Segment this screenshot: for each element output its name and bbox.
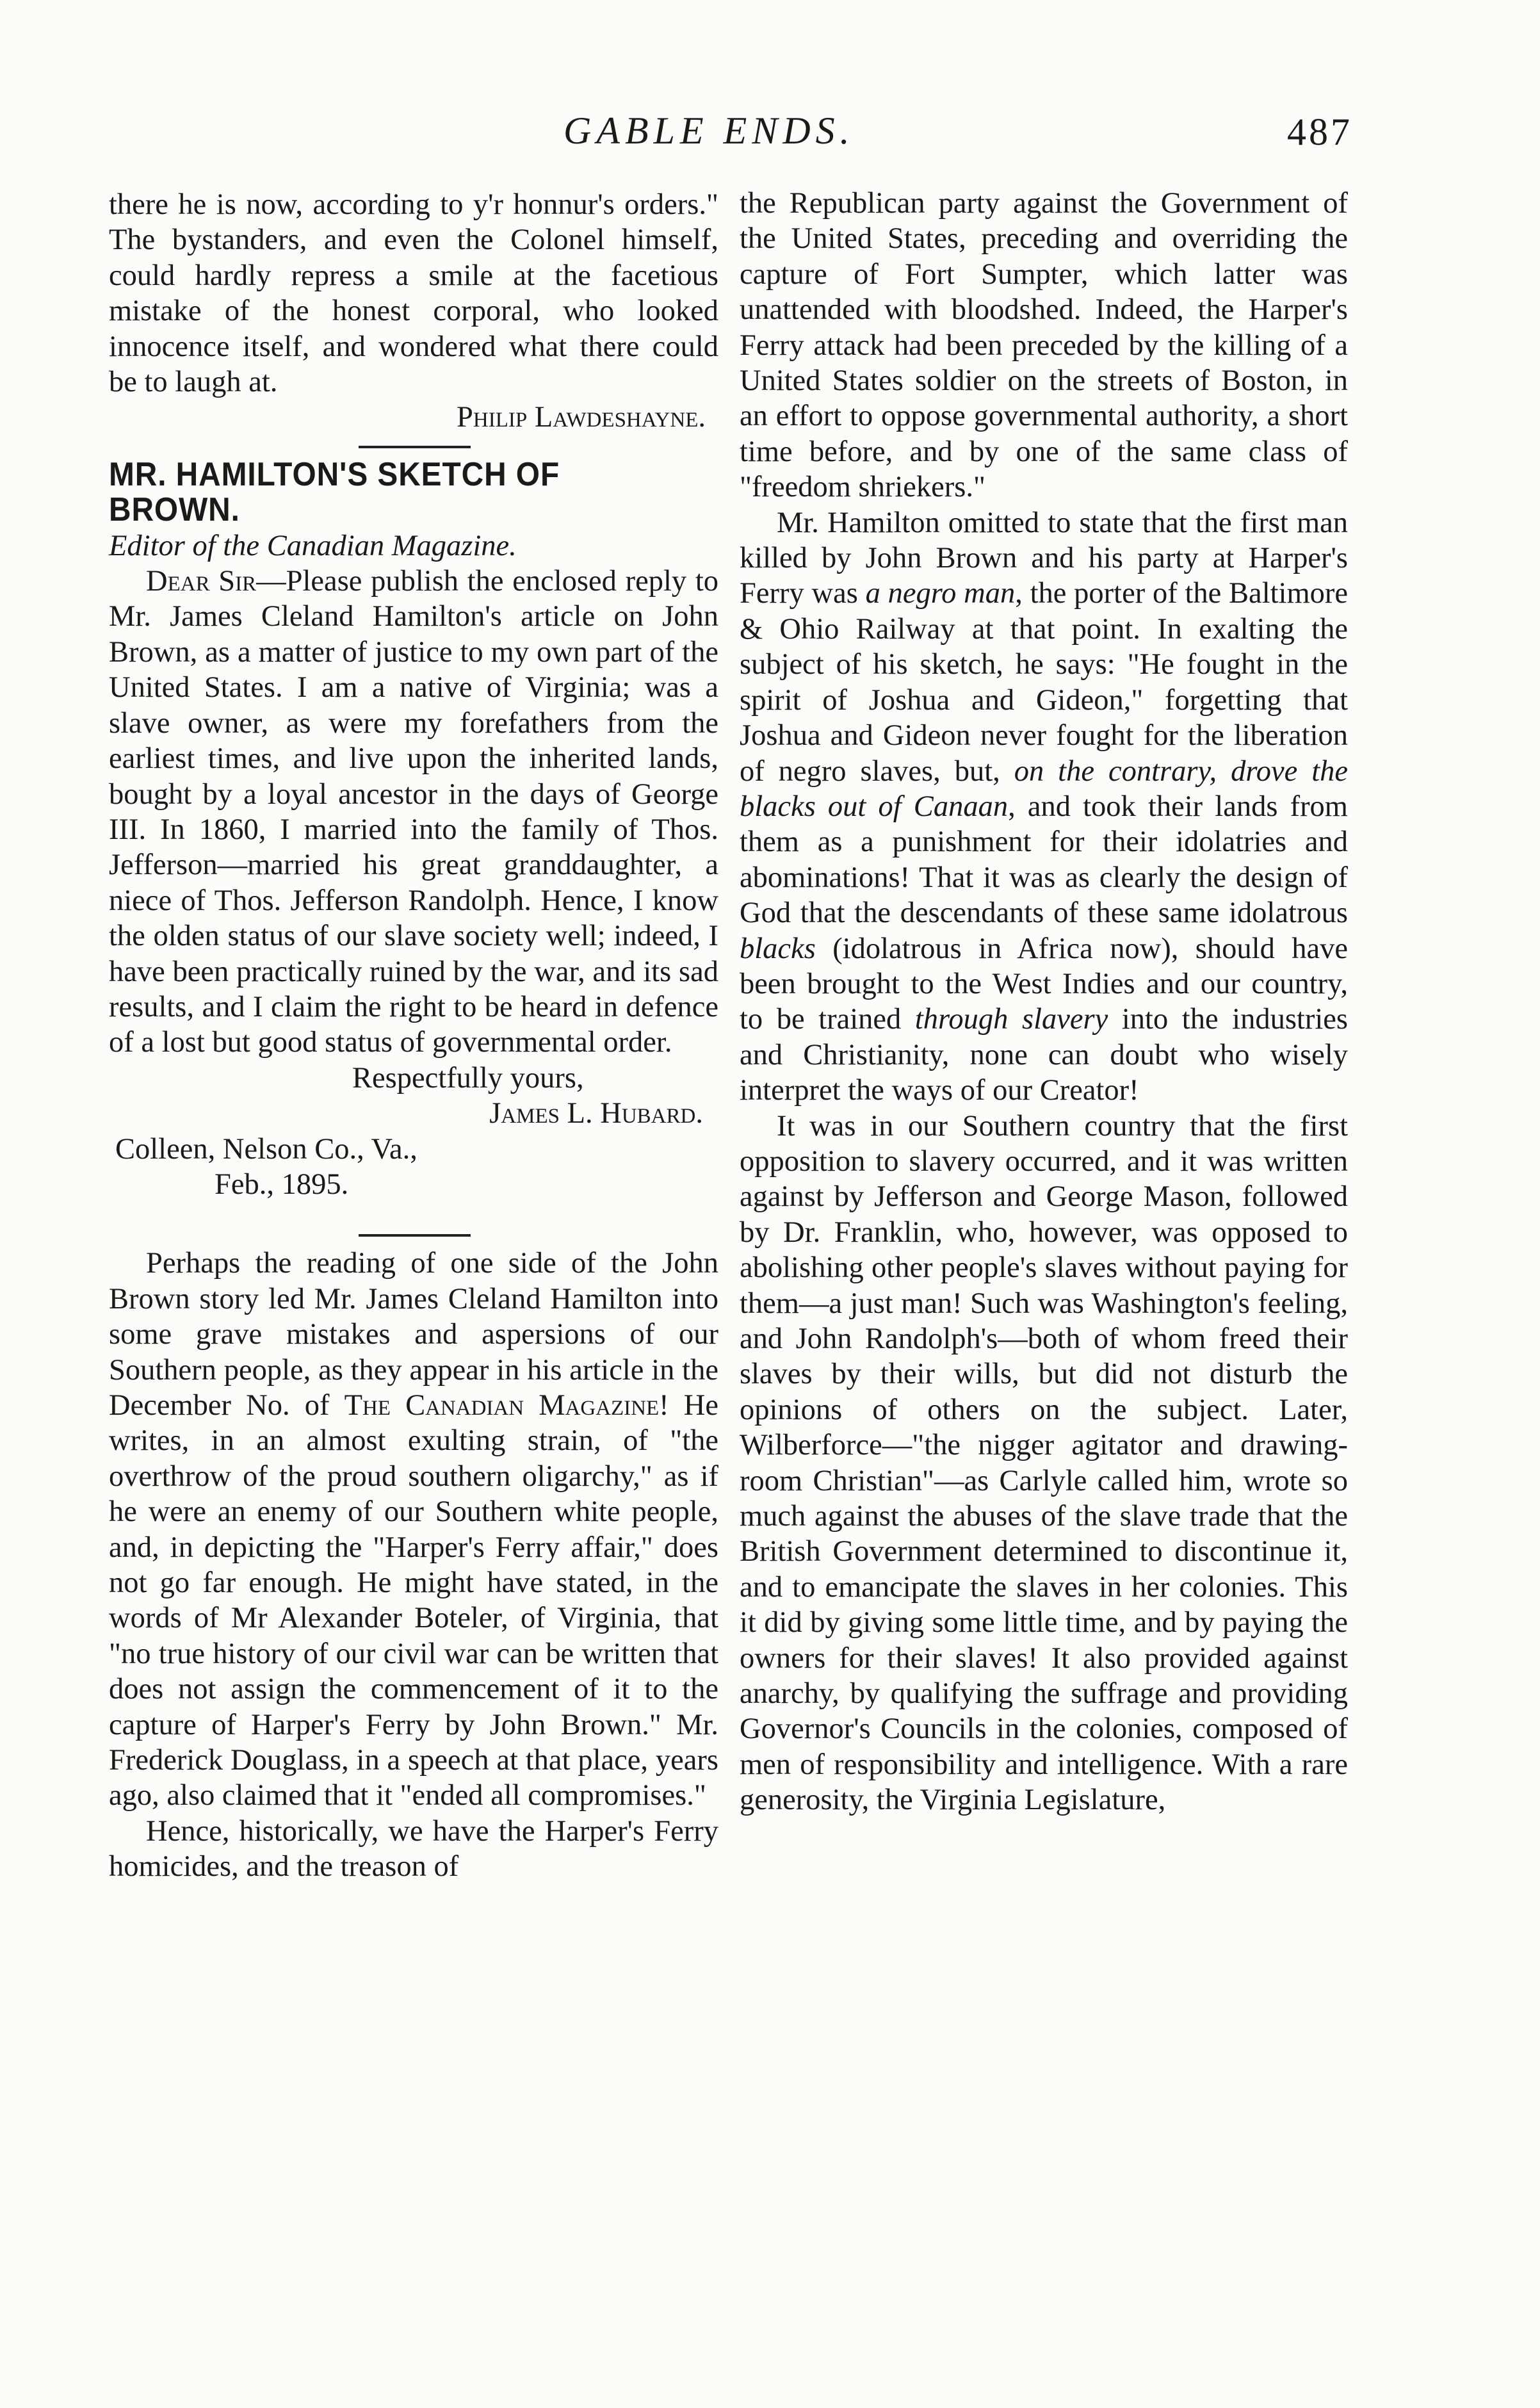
author-signature: Philip Lawdeshayne. <box>457 401 706 434</box>
paragraph-text: into the industries and Christianity, none can doubt who wisely interpret the ways of our Creator! <box>740 1003 1348 1107</box>
dateline-date: Feb., 1895. <box>215 1167 349 1201</box>
paragraph <box>740 505 1348 1109</box>
dateline-place: Colleen, Nelson Co., Va., <box>115 1132 417 1166</box>
emphasis: on the contrary, drove the blacks out of Canaan <box>740 754 1349 823</box>
emphasis: a negro man <box>865 577 1016 610</box>
paragraph: there he is now, according to y'r honnur's orders." The bystanders, and even the Colonel himself, could hardly repress a smile at the facetious mistake of the honest corporal, who looked innocence itself, and wondered what there could be to laugh at. <box>109 188 718 399</box>
paragraph-text: Mr. Hamilton omitted to state that the first man killed by John Brown and his party at Harper's Ferry was <box>740 506 1348 610</box>
letter-closing: Respectfully yours, <box>352 1061 584 1094</box>
left-column <box>109 187 718 1885</box>
paragraph-text: (idolatrous in Africa now), should have been brought to the West Indies and our country, to be trained <box>740 932 1348 1036</box>
letter-signature: James L. Hubard. <box>489 1097 703 1130</box>
paragraph: It was in our Southern country that the first opposition to slavery occurred, and it was written against by Jefferson and George Mason, followed by Dr. Franklin, who, however, was opposed to abolishing other people's slaves without paying for them—a just man! Such was Washington's feeling, and John Randolph's—both of whom freed their slaves by their wills, but did not disturb the opinions of others on the subject. Later, Wilberforce—"the nigger agitator and drawing-room Christian"—as Carlyle called him, wrote so much against the abuses of the slave trade that the British Government determined to discontinue it, and to emancipate the slaves in her colonies. This it did by giving some little time, and by paying the owners for their slaves! It also provided against anarchy, by qualifying the suffrage and providing Governor's Councils in the colonies, composed of men of responsibility and intelligence. With a rare generosity, the Virginia Legislature, <box>740 1109 1348 1817</box>
section-divider <box>359 446 471 448</box>
emphasis: blacks <box>740 932 816 965</box>
paragraph-text: Perhaps the reading of one side of the John Brown story led Mr. James Cleland Hamilton into some grave mistakes and aspersions of our Southern people, as they appear in his article in the December No. of <box>109 1247 718 1422</box>
spacer <box>109 1202 718 1224</box>
right-column <box>740 186 1348 1818</box>
paragraph-text: , the porter of the Baltimore & Ohio Railway at that point. In exalting the subject of his sketch, he says: "He fought in the spirit of Joshua and Gideon," forgetting that Joshua and Gideon never fought for the liberation of negro slaves, but, <box>740 577 1348 788</box>
letter-paragraph <box>109 564 718 1061</box>
letter-body: —Please publish the enclosed reply to Mr. James Cleland Hamilton's article on John Brown, as a matter of justice to my own part of the United States. I am a native of Virginia; was a slave owner, as were my forefathers from the earliest times, and live upon the inherited lands, bought by a loyal ancestor in the days of George III. In 1860, I married into the family of Thos. Jefferson—married his great granddaughter, a niece of Thos. Jefferson Randolph. Hence, I know the olden status of our slave society well; indeed, I have been practically ruined by the war, and its sad results, and I claim the right to be heard in defence of a lost but good status of governmental order. <box>109 565 718 1059</box>
addressee-line: Editor of the Canadian Magazine. <box>109 529 517 562</box>
article-title: MR. HAMILTON'S SKETCH OF BROWN. <box>109 455 560 529</box>
running-title: GABLE ENDS. <box>563 110 855 152</box>
paragraph: Hence, historically, we have the Harper's Ferry homicides, and the treason of <box>109 1814 718 1883</box>
salutation: Dear Sir <box>146 565 257 598</box>
page-number: 487 <box>1287 111 1352 153</box>
paragraph-text: , and took their lands from them as a punishment for their idolatries and abominations! That it was as clearly the design of God that the descendants of these same idolatrous <box>740 790 1348 930</box>
paragraph: the Republican party against the Government of the United States, preceding and overriding the capture of Fort Sumpter, which latter was unattended with bloodshed. Indeed, the Harper's Ferry attack had been preceded by the killing of a United States soldier on the streets of Boston, in an effort to oppose governmental authority, a short time before, and by one of the same class of "freedom shriekers." <box>740 187 1348 504</box>
magazine-name: The Canadian Magazine <box>344 1389 660 1422</box>
emphasis: through slavery <box>914 1003 1108 1036</box>
paragraph-text: ! He writes, in an almost exulting strain, of "the overthrow of the proud southern oligarchy," as if he were an enemy of our Southern white people, and, in depicting the "Harper's Ferry affair," does not go far enough. He might have stated, in the words of Mr Alexander Boteler, of Virginia, that "no true history of our civil war can be written that does not assign the commencement of it to the capture of Harper's Ferry by John Brown." Mr. Frederick Douglass, in a speech at that place, years ago, also claimed that it "ended all compromises." <box>109 1389 718 1812</box>
paragraph <box>109 1246 718 1814</box>
section-divider <box>359 1234 471 1237</box>
